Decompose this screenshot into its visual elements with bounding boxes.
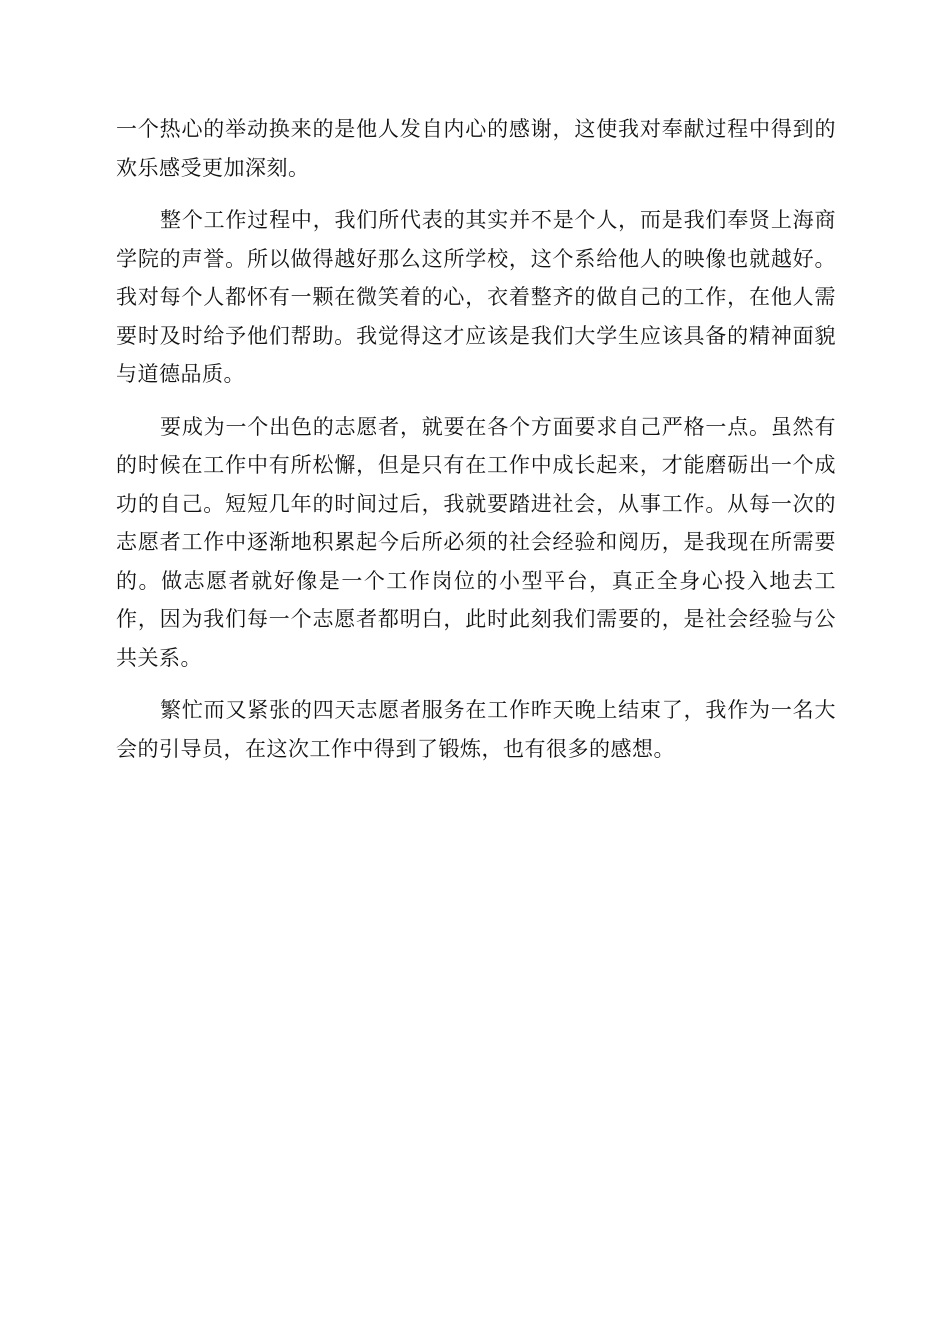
paragraph-3: 要成为一个出色的志愿者，就要在各个方面要求自己严格一点。虽然有的时候在工作中有所松懈，但是只有在工作中成长起来，才能磨砺出一个成功的自己。短短几年的时间过后，我就要踏进社会，从事工作。从每一次的志愿者工作中逐渐地积累起今后所必须的社会经验和阅历，是我现在所需要的。做志愿者就好像是一个工作岗位的小型平台，真正全身心投入地去工作，因为我们每一个志愿者都明白，此时此刻我们需要的，是社会经验与公共关系。 (116, 414, 836, 670)
paragraph-4: 繁忙而又紧张的四天志愿者服务在工作昨天晚上结束了，我作为一名大会的引导员，在这次工作中得到了锻炼，也有很多的感想。 (116, 698, 836, 761)
paragraph-1: 一个热心的举动换来的是他人发自内心的感谢，这使我对奉献过程中得到的欢乐感受更加深刻。 (116, 117, 836, 180)
document-body (116, 110, 836, 782)
paragraph-2: 整个工作过程中，我们所代表的其实并不是个人，而是我们奉贤上海商学院的声誉。所以做得越好那么这所学校，这个系给他人的映像也就越好。我对每个人都怀有一颗在微笑着的心，衣着整齐的做自己的工作，在他人需要时及时给予他们帮助。我觉得这才应该是我们大学生应该具备的精神面貌与道德品质。 (116, 208, 836, 386)
